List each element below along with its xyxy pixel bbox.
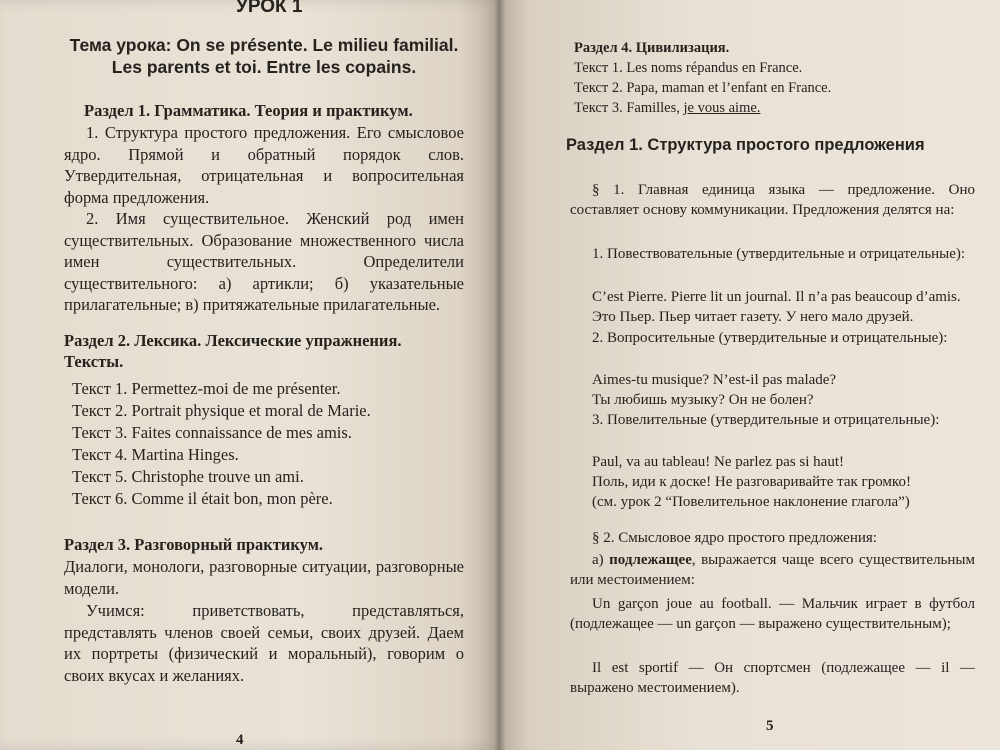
- civ-text-1: Текст 1. Les noms répandus en France.: [574, 60, 803, 76]
- example-2-fr: Aimes-tu musique? N’est-il pas malade?: [592, 372, 837, 388]
- example-3-ru: Поль, иди к доске! Не разговаривайте так громко!: [592, 474, 911, 490]
- example-1-ru: Это Пьер. Пьер читает газету. У него мало друзей.: [592, 309, 914, 325]
- text-item: Текст 3. Faites connaissance de mes amis.: [72, 423, 352, 442]
- paragraph-1: § 1. Главная единица языка — предложение. Оно составляет основу коммуникации. Предложения делятся на:: [570, 182, 975, 218]
- paragraph-6: [570, 550, 975, 590]
- paragraph-8: Il est sportif — Он спортсмен (подлежащее — il — выражено местоимением).: [570, 660, 975, 696]
- text-item: Текст 1. Permettez-moi de me présenter.: [72, 379, 341, 398]
- page-number-left: 4: [236, 732, 244, 748]
- section3-heading: Раздел 3. Разговорный практикум.: [64, 535, 324, 554]
- civ-text-3-prefix: Текст 3. Familles,: [574, 100, 684, 116]
- section4-heading: Раздел 4. Цивилизация.: [574, 40, 730, 56]
- section1-heading: Раздел 1. Грамматика. Теория и практикум.: [84, 101, 413, 120]
- topic-line-2: Les parents et toi. Entre les copains.: [111, 57, 417, 77]
- right-page: [500, 0, 1000, 750]
- section1-item2: 2. Имя существительное. Женский род имен существительных. Образование множественного числа имен существительных. Определители существительного: а) артикли; б) указательные прилагательные; в) притяжательные прилагательные.: [64, 209, 464, 314]
- p6-prefix: а): [592, 552, 610, 568]
- section1-item1: 1. Структура простого предложения. Его смысловое ядро. Прямой и обратный порядок слов. Утвердительная, отрицательная и вопросительная форма предложения.: [64, 123, 464, 207]
- example-2-ru: Ты любишь музыку? Он не болен?: [592, 392, 814, 408]
- section2-heading: Раздел 2. Лексика. Лексические упражнения. Тексты.: [64, 331, 402, 371]
- main-heading: Раздел 1. Структура простого предложения: [566, 136, 925, 154]
- civ-text-3-underlined: je vous aime.: [683, 100, 761, 116]
- example-3-fr: Paul, va au tableau! Ne parlez pas si haut!: [592, 454, 844, 470]
- section3-para2: Учимся: приветствовать, представляться, представлять членов своей семьи, своих друзей. Даем их портреты (физический и моральный), говорим о своих вкусах и желаниях.: [64, 601, 464, 685]
- paragraph-4: 3. Повелительные (утвердительные и отрицательные):: [592, 412, 940, 428]
- lesson-title: УРОК 1: [236, 0, 303, 17]
- p6-bold-term: подлежащее: [609, 552, 692, 568]
- civ-text-2: Текст 2. Papa, maman et l’enfant en France.: [574, 80, 832, 96]
- section3-para1: Диалоги, монологи, разговорные ситуации, разговорные модели.: [64, 557, 464, 598]
- text-item: Текст 5. Christophe trouve un ami.: [72, 467, 304, 486]
- text-item: Текст 4. Martina Hinges.: [72, 445, 239, 464]
- paragraph-3: 2. Вопросительные (утвердительные и отрицательные):: [592, 330, 948, 346]
- book-spine-shadow: [494, 0, 506, 750]
- lesson-topic: [58, 34, 470, 78]
- text-item: Текст 2. Portrait physique et moral de Marie.: [72, 401, 371, 420]
- text-item: Текст 6. Comme il était bon, mon père.: [72, 489, 333, 508]
- example-1-fr: C’est Pierre. Pierre lit un journal. Il n’a pas beaucoup d’amis.: [592, 289, 961, 305]
- paragraph-7: Un garçon joue au football. — Мальчик играет в футбол (подлежащее — un garçon — выражено существительным);: [570, 596, 975, 632]
- civ-text-3: [574, 98, 760, 119]
- paragraph-2: 1. Повествовательные (утвердительные и отрицательные):: [592, 246, 966, 262]
- page-number-right: 5: [766, 718, 774, 734]
- paragraph-5: § 2. Смысловое ядро простого предложения:: [592, 530, 877, 546]
- topic-line-1: Тема урока: On se présente. Le milieu familial.: [69, 35, 459, 55]
- example-3-ref: (см. урок 2 “Повелительное наклонение глагола”): [592, 494, 910, 510]
- p6-rest: , выражается чаще всего существительным или местоимением:: [570, 552, 976, 588]
